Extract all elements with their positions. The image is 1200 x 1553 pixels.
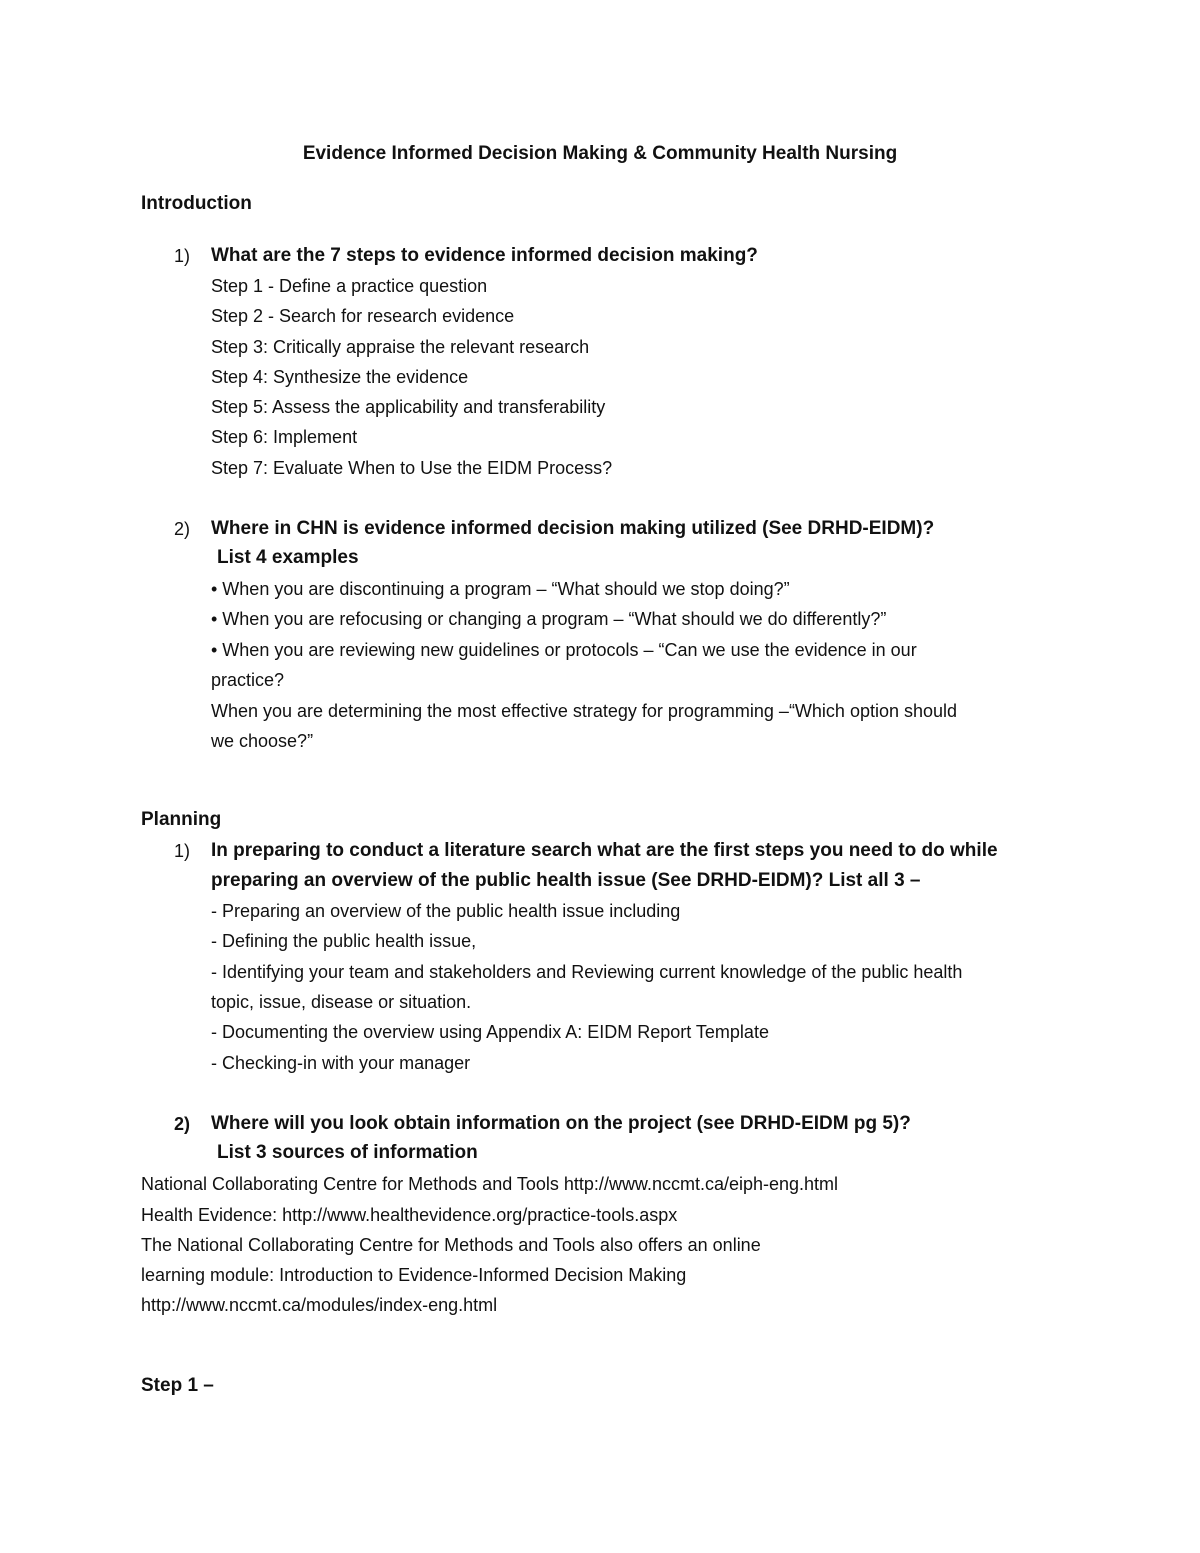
question-number: 1) (174, 841, 191, 861)
question-number: 2) (174, 1114, 191, 1134)
question-text: Where in CHN is evidence informed decision making utilized (See DRHD-EIDM)? (211, 518, 935, 539)
question-number: 1) (174, 246, 191, 266)
step-item: Step 1 - Define a practice question (211, 276, 488, 296)
source-item: The National Collaborating Centre for Methods and Tools also offers an online (141, 1235, 761, 1255)
step-item: Step 7: Evaluate When to Use the EIDM Process? (211, 458, 613, 478)
question-text: Where will you look obtain information on the project (see DRHD-EIDM pg 5)? (211, 1113, 911, 1134)
example-item: • When you are discontinuing a program – “What should we stop doing?” (211, 579, 790, 599)
list-item: topic, issue, disease or situation. (211, 992, 472, 1012)
question-text: preparing an overview of the public health issue (See DRHD-EIDM)? List all 3 – (211, 870, 921, 891)
question-subtext: List 3 sources of information (217, 1142, 478, 1163)
list-item: - Defining the public health issue, (211, 931, 477, 951)
source-item: learning module: Introduction to Evidence-Informed Decision Making (141, 1265, 687, 1285)
question-subtext: List 4 examples (217, 547, 359, 568)
question-text: What are the 7 steps to evidence informed decision making? (211, 245, 758, 266)
example-item: practice? (211, 670, 285, 690)
list-item: - Identifying your team and stakeholders and Reviewing current knowledge of the public health (211, 962, 963, 982)
section-heading-introduction: Introduction (141, 193, 252, 214)
step-heading: Step 1 – (141, 1375, 214, 1396)
list-item: - Checking-in with your manager (211, 1053, 471, 1073)
source-item: National Collaborating Centre for Methods and Tools http://www.nccmt.ca/eiph-eng.html (141, 1174, 839, 1194)
step-item: Step 3: Critically appraise the relevant research (211, 337, 590, 357)
question-number: 2) (174, 519, 191, 539)
list-item: - Preparing an overview of the public health issue including (211, 901, 681, 921)
step-item: Step 5: Assess the applicability and transferability (211, 397, 606, 417)
example-item: • When you are refocusing or changing a program – “What should we do differently?” (211, 609, 887, 629)
example-item: we choose?” (211, 731, 314, 751)
step-item: Step 2 - Search for research evidence (211, 306, 515, 326)
section-heading-planning: Planning (141, 809, 222, 830)
step-item: Step 4: Synthesize the evidence (211, 367, 469, 387)
question-text: In preparing to conduct a literature search what are the first steps you need to do while (211, 840, 998, 861)
document-title: Evidence Informed Decision Making & Community Health Nursing (302, 143, 898, 164)
source-item: http://www.nccmt.ca/modules/index-eng.html (141, 1295, 498, 1315)
source-item: Health Evidence: http://www.healthevidence.org/practice-tools.aspx (141, 1205, 678, 1225)
example-item: • When you are reviewing new guidelines or protocols – “Can we use the evidence in our (211, 640, 917, 660)
example-item: When you are determining the most effective strategy for programming –“Which option should (211, 701, 958, 721)
step-item: Step 6: Implement (211, 427, 358, 447)
list-item: - Documenting the overview using Appendix A: EIDM Report Template (211, 1022, 769, 1042)
